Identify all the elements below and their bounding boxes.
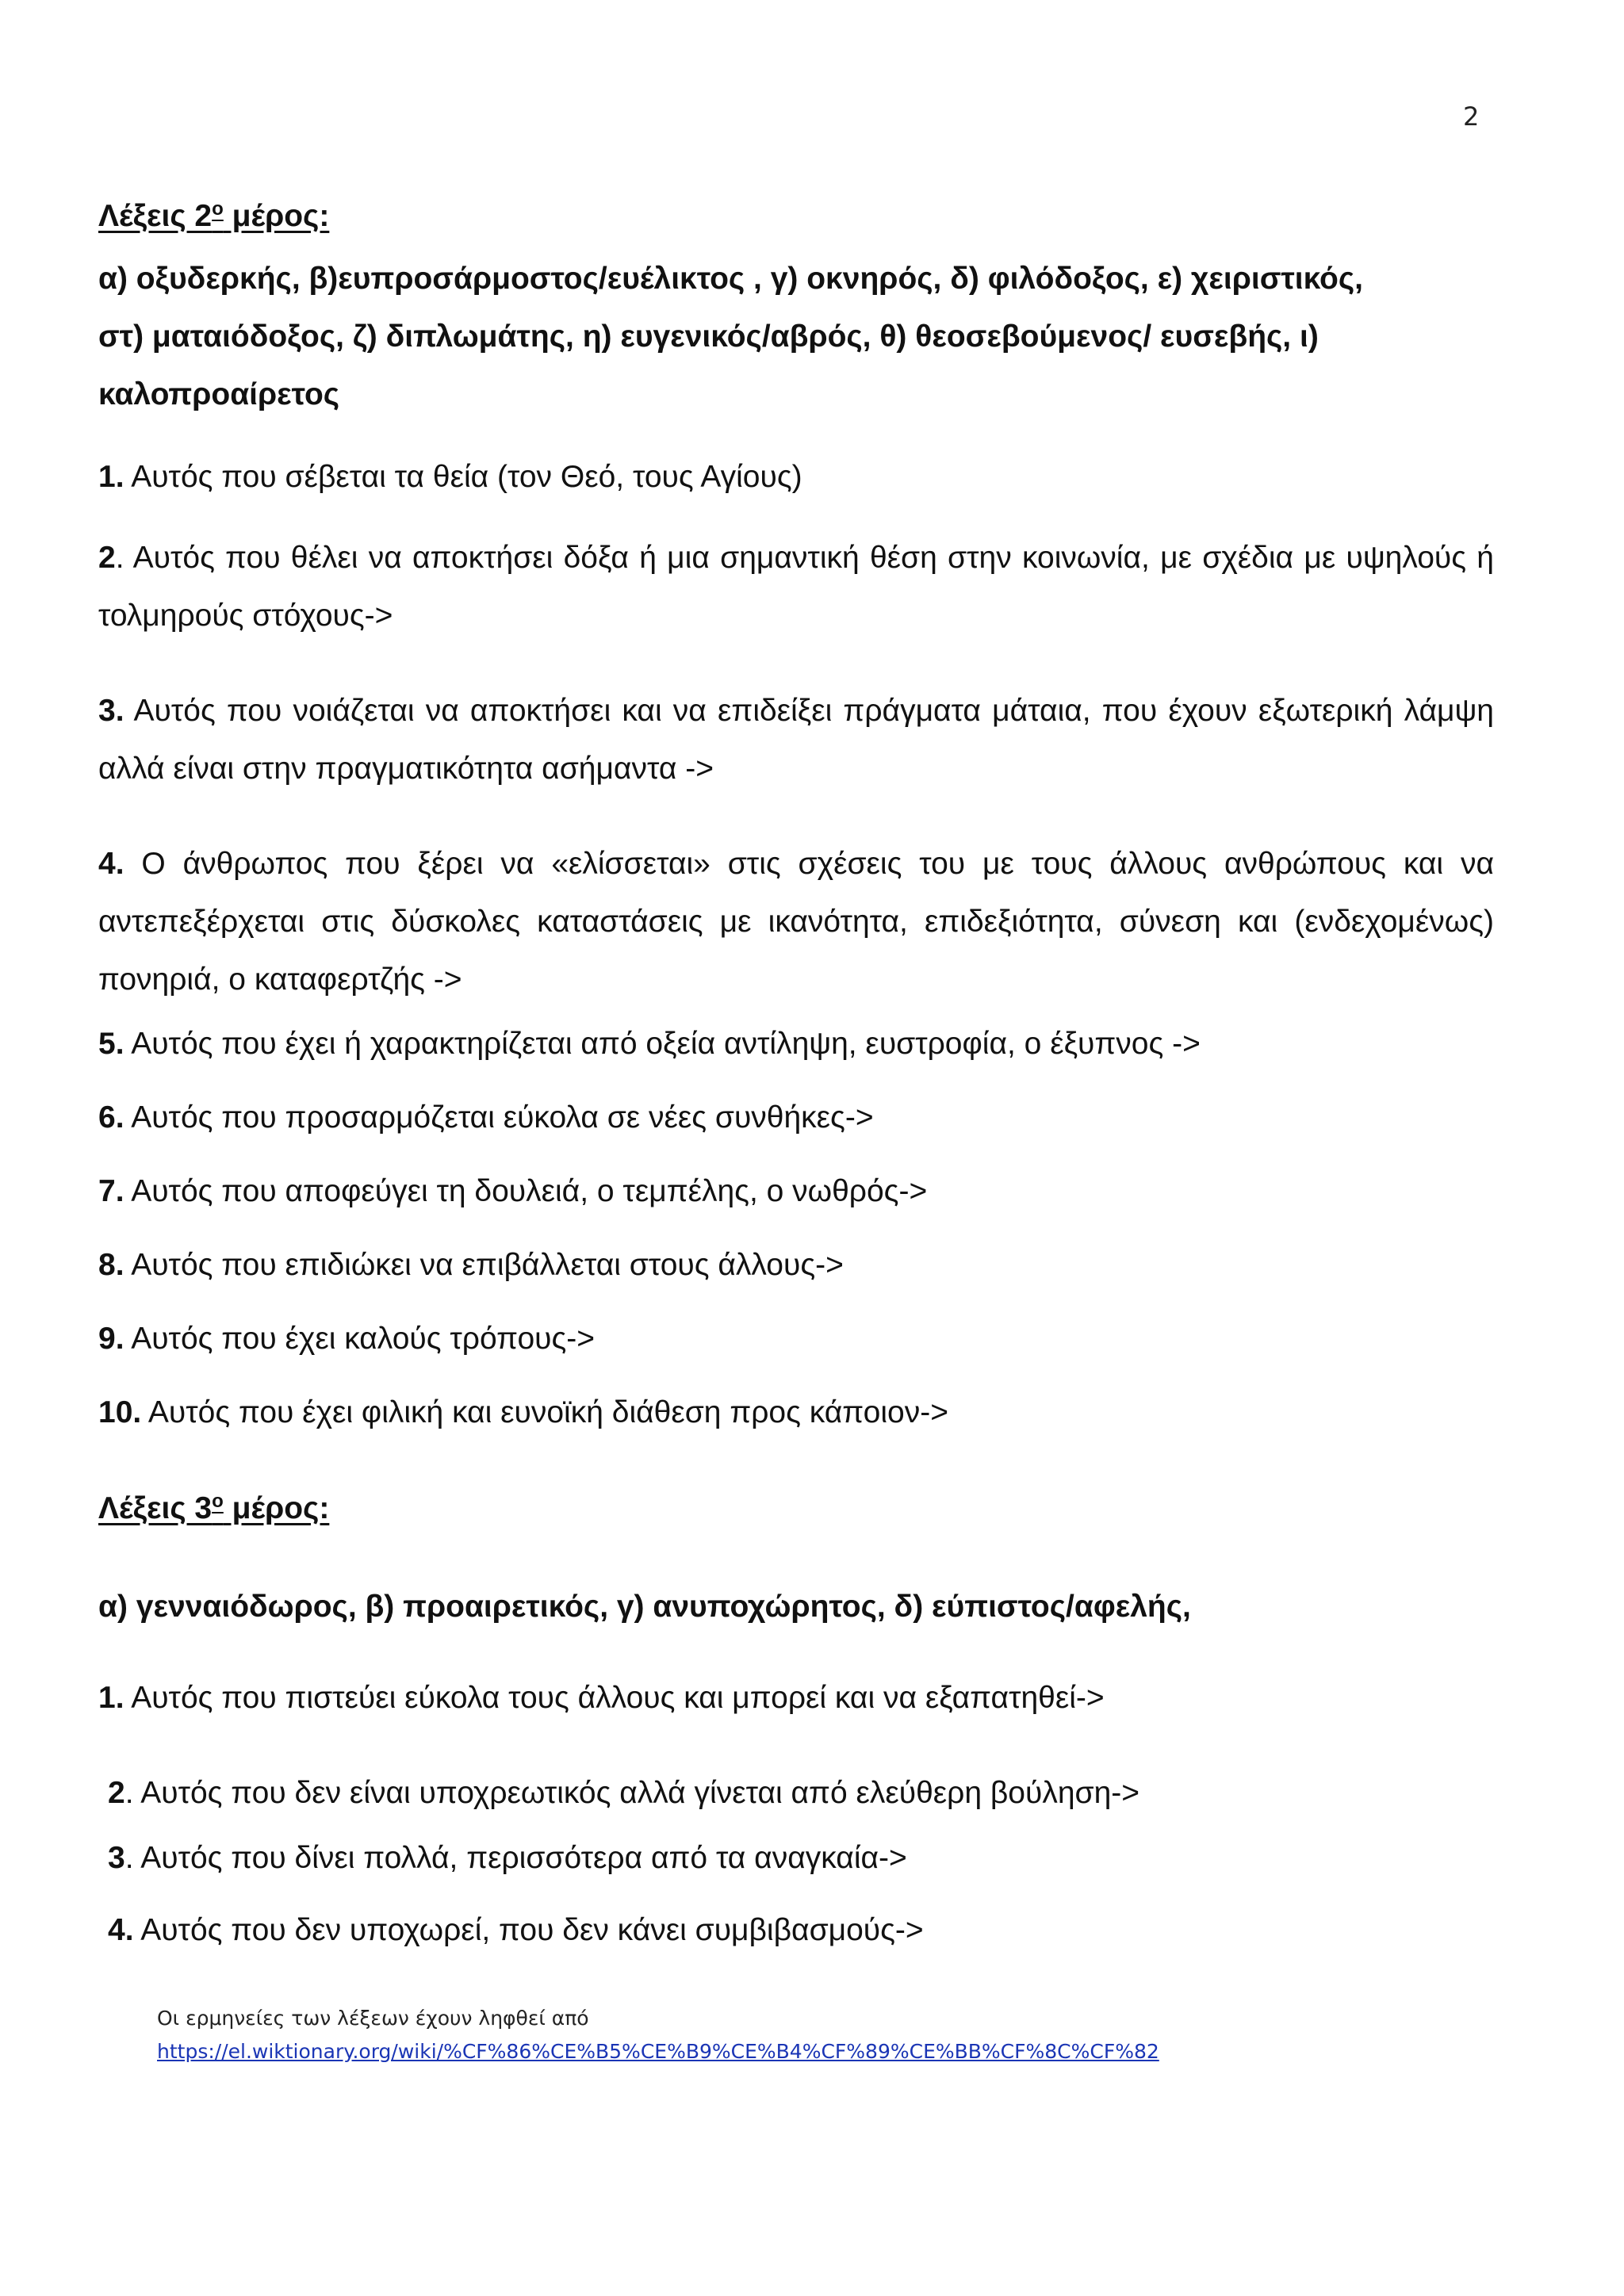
part2-heading: Λέξεις $2^o$ μέρος: xyxy=(98,198,330,233)
part2-item-9: 9. Αυτός που έχει καλούς τρόπους-> xyxy=(98,1322,596,1356)
part2-item-10: 10. Αυτός που έχει φιλική και ευνοϊκή διάθεση προς κάποιον-> xyxy=(98,1395,948,1429)
part2-item-8: 8. Αυτός που επιδιώκει να επιβάλλεται στους άλλους-> xyxy=(98,1248,844,1282)
part3-options-line: α) γενναιόδωρος, β) προαιρετικός, γ) ανυποχώρητος, δ) εύπιστος/αφελής, xyxy=(98,1590,1191,1624)
part2-options-line: α) οξυδερκής, β)ευπροσάρμοστος/ευέλικτος , γ) οκνηρός, δ) φιλόδοξος, ε) χειριστικός, xyxy=(98,262,1364,296)
part3-item-1: 1. Αυτός που πιστεύει εύκολα τους άλλους και μπορεί και να εξαπατηθεί-> xyxy=(98,1681,1105,1715)
source-label: Οι ερμηνείες των λέξεων έχουν ληφθεί από xyxy=(157,2007,589,2030)
part2-word-options xyxy=(98,250,1494,423)
part3-item-3: 3. Αυτός που δίνει πολλά, περισσότερα από τα αναγκαία-> xyxy=(108,1841,907,1875)
part2-item-5: 5. Αυτός που έχει ή χαρακτηρίζεται από οξεία αντίληψη, ευστροφία, ο έξυπνος -> xyxy=(98,1027,1201,1061)
part2-item-1: 1. Αυτός που σέβεται τα θεία (τον Θεό, τους Αγίους) xyxy=(98,460,802,494)
source-link[interactable]: https://el.wiktionary.org/wiki/%CF%86%CE%B5%CE%B9%CE%B4%CF%89%CE%BB%CF%8C%CF%82 xyxy=(157,2040,1159,2063)
part2-item-7: 7. Αυτός που αποφεύγει τη δουλειά, ο τεμπέλης, ο νωθρός-> xyxy=(98,1174,928,1208)
part2-item-3: 3. Αυτός που νοιάζεται να αποκτήσει και να επιδείξει πράγματα μάταια, που έχουν εξωτερική λάμψη αλλά είναι στην πραγματικότητα ασήμαντα -> xyxy=(98,694,1494,786)
part3-word-options xyxy=(98,1578,1494,1636)
part2-item-6: 6. Αυτός που προσαρμόζεται εύκολα σε νέες συνθήκες-> xyxy=(98,1100,874,1135)
source-note xyxy=(157,2002,1159,2068)
part3-item-4: 4. Αυτός που δεν υποχωρεί, που δεν κάνει συμβιβασμούς-> xyxy=(108,1913,924,1947)
part3-heading: Λέξεις $3^o$ μέρος: xyxy=(98,1490,330,1525)
part2-options-line: καλοπροαίρετος xyxy=(98,377,340,411)
part3-item-2: 2. Αυτός που δεν είναι υποχρεωτικός αλλά γίνεται από ελεύθερη βούληση-> xyxy=(108,1776,1140,1810)
part2-options-line: στ) ματαιόδοξος, ζ) διπλωμάτης, η) ευγενικός/αβρός, θ) θεοσεβούμενος/ ευσεβής, ι) xyxy=(98,320,1319,354)
page-number: 2 xyxy=(1463,101,1480,132)
part2-item-4: 4. Ο άνθρωπος που ξέρει να «ελίσσεται» στις σχέσεις του με τους άλλους ανθρώπους και να αντεπεξέρχεται στις δύσκολες καταστάσεις με ικανότητα, επιδεξιότητα, σύνεση και (ενδεχομένως) πονηριά, ο καταφερτζής -> xyxy=(98,847,1494,997)
part2-item-2: 2. Αυτός που θέλει να αποκτήσει δόξα ή μια σημαντική θέση στην κοινωνία, με σχέδια με υψηλούς ή τολμηρούς στόχους-> xyxy=(98,541,1494,633)
